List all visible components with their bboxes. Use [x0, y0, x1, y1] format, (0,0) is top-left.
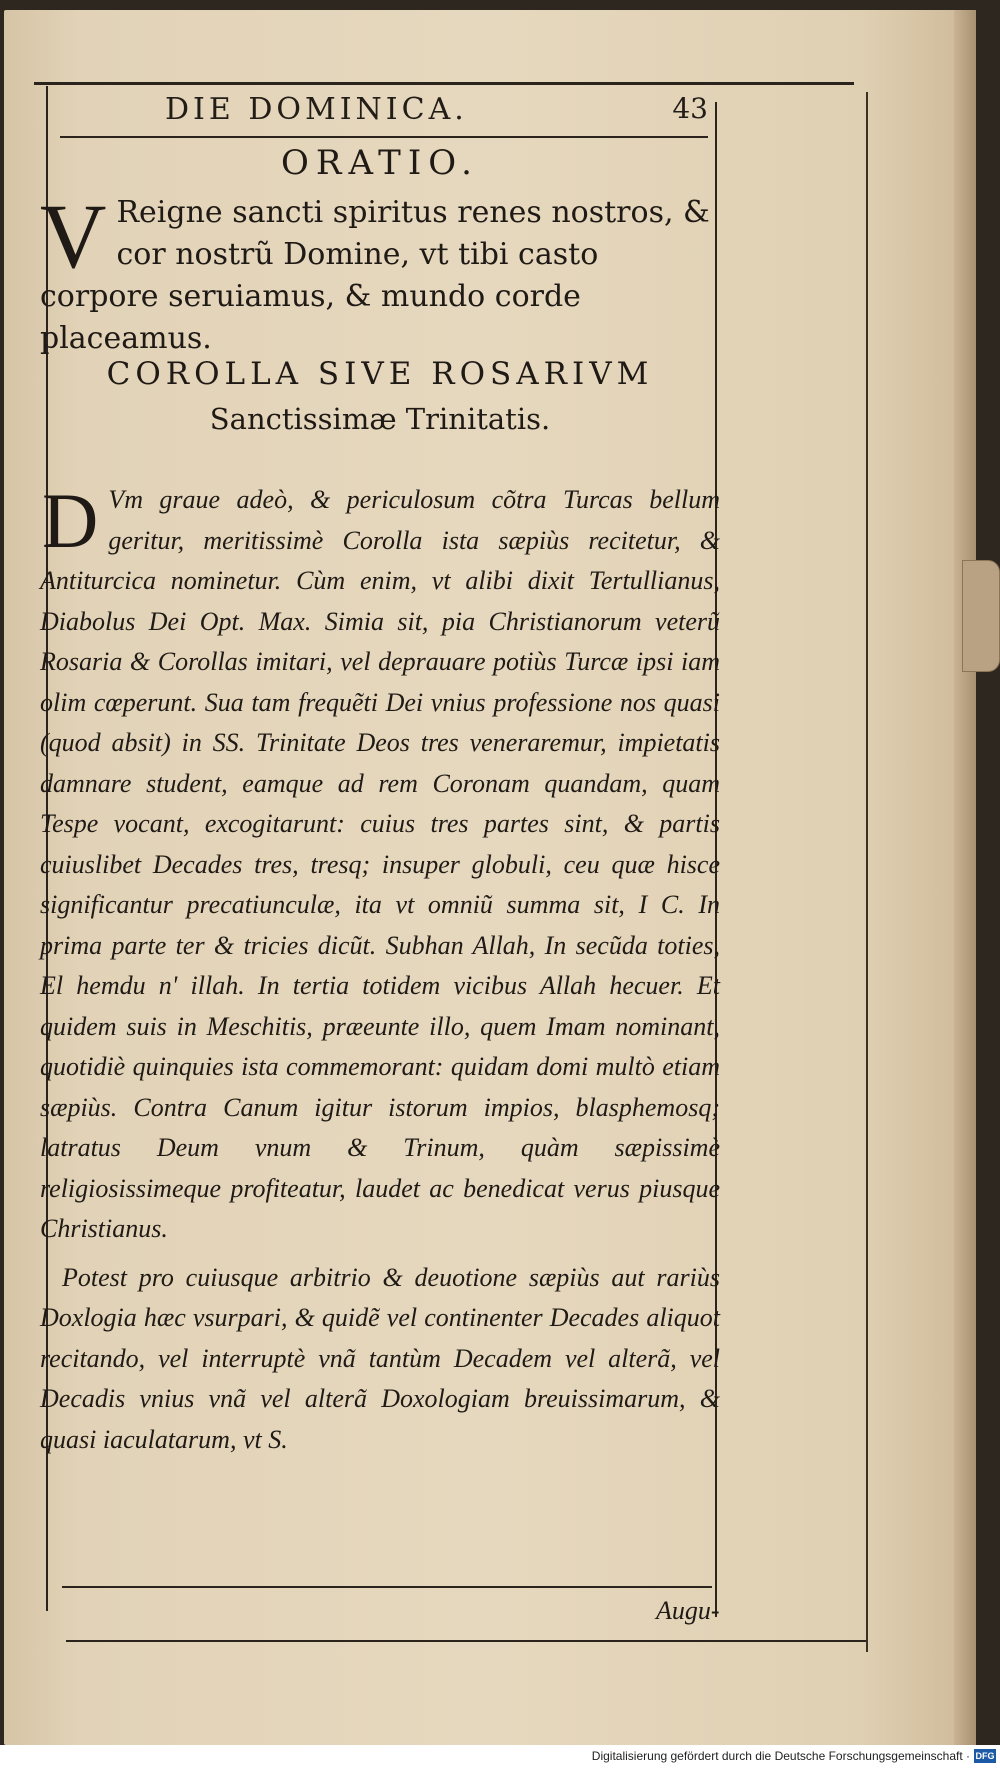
page-number: 43 [672, 92, 708, 125]
bottom-rule [66, 1640, 866, 1642]
top-rule [34, 82, 854, 85]
oratio-body [40, 185, 720, 356]
section-title: COROLLA SIVE ROSARIVM [106, 356, 654, 392]
page-content [40, 142, 720, 1460]
footer-credit: Digitalisierung gefördert durch die Deutsche Forschungsgemeinschaft · [591, 1749, 970, 1763]
oratio-text: Reigne sancti spiritus renes nostros, & cor nostrũ Domine, vt tibi casto corpore seruiamus, & mundo corde placeamus. [40, 195, 710, 356]
paragraph-initial: D [42, 477, 99, 564]
bookmark-tab [962, 560, 1000, 672]
outer-right-frame-line [866, 92, 868, 1652]
paragraph-1-text: Vm graue adeò, & periculosum cõtra Turcas bellum geritur, meritissimè Corolla ista sæpiùs recitetur, & Antiturcica nominetur. Cùm enim, vt alibi dixit Tertullianus, Diabolus Dei Opt. Max. Simia sit, pia Christianorum veterũ Rosaria & Corollas imitari, vel deprauare potiùs Turcæ ipsi iam olim cœperunt. Sua tam frequẽti Dei vnius professione nos quasi (quod absit) in SS. Trinitate Deos tres veneraremur, impietatis damnare student, eamque ad rem Coronam quandam, quam Tespe vocant, excogitarunt: cuius tres partes sint, & partis cuiuslibet Decades tres, tresq; insuper globuli, ceu quæ hisce significantur precatiunculæ, ita vt omniũ summa sit, I C. In prima parte ter & tricies dicũt. Subhan Allah, In secũda toties, El hemdu n' illah. In tertia totidem vicibus Allah hecuer. Et quidem suis in Meschitis, præeunte illo, quem Imam nominant, quotidiè quinquies ista commemorant: quidam domi multò etiam sæpiùs. Contra Canum igitur istorum impios, blasphemosq; latratus Deum vnum & Trinum, quàm sæpissimè religiosissimeque profiteatur, laudet ac benedicat verus piusque Christianus. [40, 485, 720, 1243]
text-bottom-rule [62, 1586, 712, 1588]
page-edge [954, 10, 976, 1745]
oratio-title: ORATIO. [281, 143, 479, 183]
dfg-logo: DFG [975, 1751, 995, 1761]
section-subtitle: Sanctissimæ Trinitatis. [209, 402, 551, 436]
header-rule [60, 136, 708, 138]
oratio-initial: V [40, 185, 107, 287]
page-header [60, 92, 710, 134]
running-title: DIE DOMINICA. [165, 92, 468, 127]
paragraph-1 [40, 477, 720, 1250]
paragraph-2: Potest pro cuiusque arbitrio & deuotione sæpiùs aut rariùs Doxlogia hæc vsurpari, & quidẽ vel continenter Decades aliquot recitando, vel interruptè vnã tantùm Decadem vel alterã, vel Decadis vnius vnã vel alterã Doxologiam breuissimarum, & quasi iaculatarum, vt S. [40, 1262, 720, 1454]
footer-bar [0, 1745, 1000, 1769]
catchword: Augu- [656, 1596, 720, 1625]
